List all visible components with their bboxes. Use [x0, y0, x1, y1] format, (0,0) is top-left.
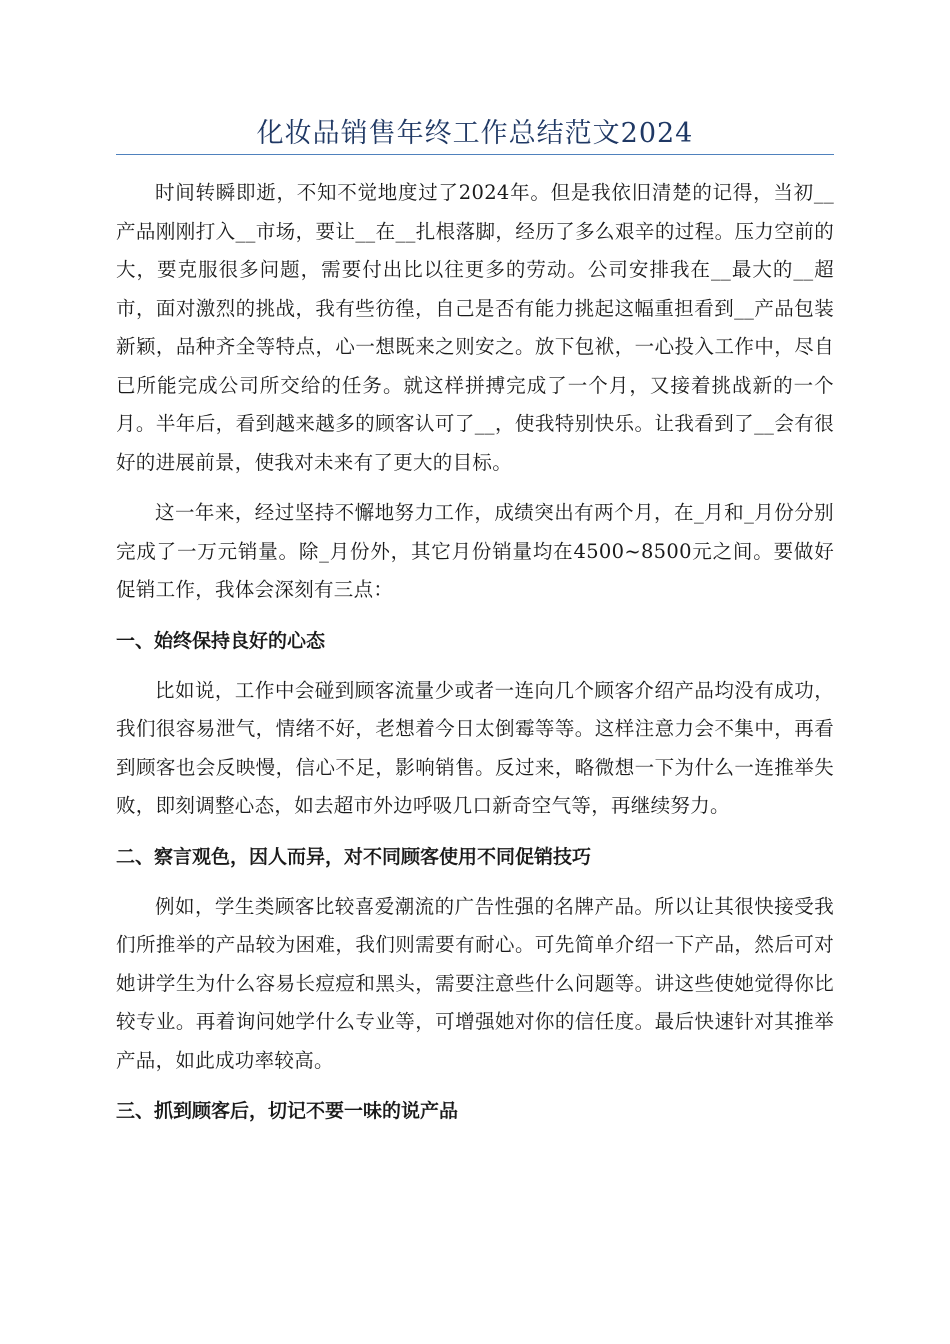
- title-underline: [116, 154, 834, 155]
- point2-heading: 二、察言观色，因人而异，对不同顾客使用不同促销技巧: [116, 845, 592, 868]
- point2-paragraph: 例如，学生类顾客比较喜爱潮流的广告性强的名牌产品。所以让其很快接受我们所推举的产品较为困难，我们则需要有耐心。可先简单介绍一下产品，然后可对她讲学生为什么容易长痘痘和黑头，需要注意些什么问题等。讲这些使她觉得你比较专业。再着询问她学什么专业等，可增强她对你的信任度。最后快速针对其推举产品，如此成功率较高。: [116, 894, 834, 1072]
- point1-heading: 一、始终保持良好的心态: [116, 629, 326, 652]
- point3-heading: 三、抓到顾客后，切记不要一味的说产品: [116, 1100, 459, 1122]
- document-body: [116, 174, 834, 1142]
- intro-paragraph: 时间转瞬即逝，不知不觉地度过了2024年。但是我依旧清楚的记得，当初__产品刚刚打入__市场，要让__在__扎根落脚，经历了多么艰辛的过程。压力空前的大，要克服很多问题，需要付出比以往更多的劳动。公司安排我在__最大的__超市，面对激烈的挑战，我有些彷徨，自己是否有能力挑起这幅重担看到__产品包装新颖，品种齐全等特点，心一想既来之则安之。放下包袱，一心投入工作中，尽自已所能完成公司所交给的任务。就这样拼搏完成了一个月，又接着挑战新的一个月。半年后，看到越来越多的顾客认可了__，使我特别快乐。让我看到了__会有很好的进展前景，使我对未来有了更大的目标。: [116, 181, 834, 474]
- point1-paragraph: 比如说，工作中会碰到顾客流量少或者一连向几个顾客介绍产品均没有成功，我们很容易泄气，情绪不好，老想着今日太倒霉等等。这样注意力会不集中，再看到顾客也会反映慢，信心不足，影响销售。反过来，略微想一下为什么一连推举失败，即刻调整心态，如去超市外边呼吸几口新奇空气等，再继续努力。: [116, 678, 834, 817]
- document-title: 化妆品销售年终工作总结范文2024: [256, 118, 694, 149]
- year-review-paragraph: 这一年来，经过坚持不懈地努力工作，成绩突出有两个月，在_月和_月份分别完成了一万元销量。除_月份外，其它月份销量均在4500~8500元之间。要做好促销工作，我体会深刻有三点：: [116, 501, 834, 601]
